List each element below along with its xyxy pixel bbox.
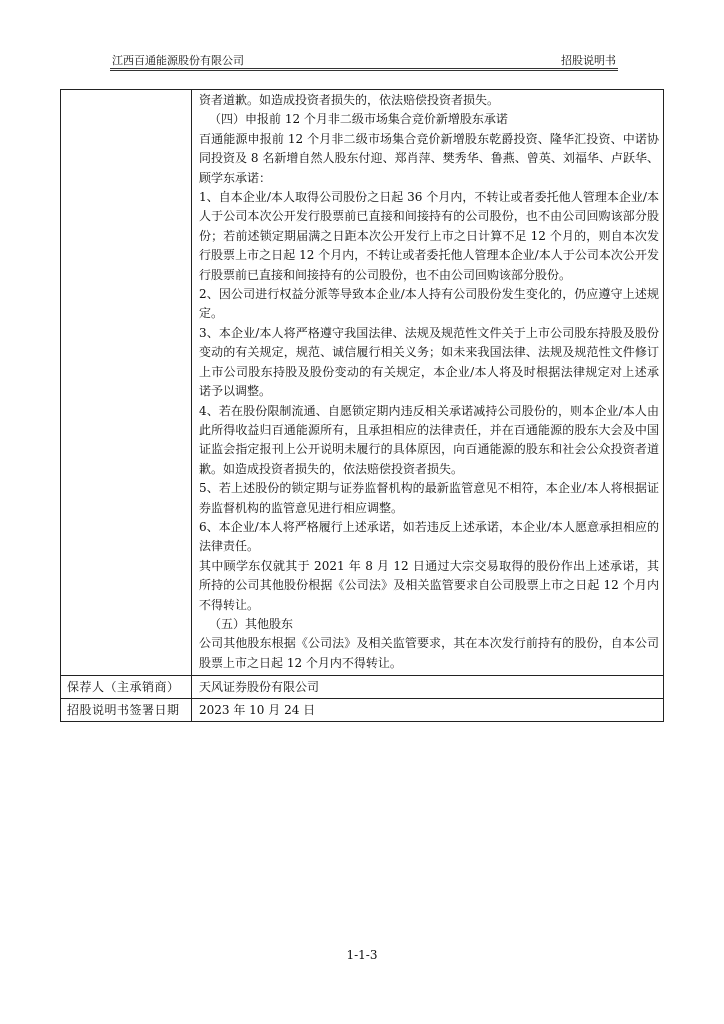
- empty-label-cell: [61, 90, 192, 676]
- paragraph-other-shareholders: 公司其他股东根据《公司法》及相关监管要求，其在本次发行前持有的股份，自本公司股票上市之日起 12 个月内不得转让。: [199, 636, 659, 670]
- section-heading-other-shareholders: （五）其他股东: [209, 616, 294, 631]
- sponsor-value: 天风证券股份有限公司: [192, 676, 664, 699]
- signing-date-row: [61, 699, 664, 722]
- commitment-row: [61, 90, 664, 676]
- commitment-item-1: 1、自本企业/本人取得公司股份之日起 36 个月内，不转让或者委托他人管理本企业/本人于公司本次公开发行股票前已直接和间接持有的公司股份，也不由公司回购该部分股份；若前述锁定期届满之日距本次公开发行上市之日计算不足 12 个月的，则自本次发行股票上市之日起 12 个月内，不转让或者委托他人管理本企业/本人于公司本次公开发行股票前已直接和间接持有的公司股份，也不由公司回购该部分股份。: [199, 190, 659, 282]
- commitment-item-2: 2、因公司进行权益分派等导致本企业/本人持有公司股份发生变化的，仍应遵守上述规定。: [199, 287, 659, 321]
- commitment-item-6: 6、本企业/本人将严格履行上述承诺，如若违反上述承诺，本企业/本人愿意承担相应的法律责任。: [199, 519, 659, 554]
- paragraph-apology-continuation: 资者道歉。如造成投资者损失的，依法赔偿投资者损失。: [199, 93, 500, 107]
- commitment-item-4: 4、若在股份限制流通、自愿锁定期内违反相关承诺减持公司股份的，则本企业/本人由此所得收益归百通能源所有，且承担相应的法律责任，并在百通能源的股东大会及中国证监会指定报刊上公开说明未履行的具体原因，向百通能源的股东和社会公众投资者道歉。如造成投资者损失的，依法赔偿投资者损失。: [199, 403, 659, 476]
- commitment-item-5: 5、若上述股份的锁定期与证券监督机构的最新监管意见不相符，本企业/本人将根据证券监督机构的监管意见进行相应调整。: [199, 481, 659, 515]
- prospectus-table: [60, 89, 664, 722]
- page-number: 1-1-3: [346, 948, 378, 962]
- sponsor-label: 保荐人（主承销商）: [61, 676, 192, 699]
- paragraph-gu-xuedong-note: 其中顾学东仅就其于 2021 年 8 月 12 日通过大宗交易取得的股份作出上述承诺，其所持的公司其他股份根据《公司法》及相关监管要求自公司股票上市之日起 12 个月内不得转让。: [199, 558, 659, 612]
- commitment-item-3: 3、本企业/本人将严格遵守我国法律、法规及规范性文件关于上市公司股东持股及股份变动的有关规定，规范、诚信履行相关义务；如未来我国法律、法规及规范性文件修订上市公司股东持股及股份变动的有关规定，本企业/本人将及时根据法律规定对上述承诺予以调整。: [199, 325, 659, 399]
- header-rule-double: [110, 70, 618, 71]
- signing-date-value: 2023 年 10 月 24 日: [192, 699, 664, 722]
- signing-date-label: 招股说明书签署日期: [61, 699, 192, 722]
- section-heading-new-shareholders: （四）申报前 12 个月非二级市场集合竞价新增股东承诺: [209, 112, 508, 127]
- header-company-name: 江西百通能源股份有限公司: [112, 54, 244, 67]
- paragraph-new-shareholders-intro: 百通能源申报前 12 个月非二级市场集合竞价新增股东乾爵投资、隆华汇投资、中诺协同投资及 8 名新增自然人股东付迎、郑肖萍、樊秀华、鲁燕、曾英、刘福华、卢跃华、顾学东承诺：: [199, 131, 659, 185]
- commitment-content-cell: [192, 90, 664, 676]
- header-rule: [110, 68, 618, 69]
- sponsor-row: [61, 676, 664, 699]
- header-document-type: 招股说明书: [561, 54, 616, 67]
- page-header: [110, 50, 618, 68]
